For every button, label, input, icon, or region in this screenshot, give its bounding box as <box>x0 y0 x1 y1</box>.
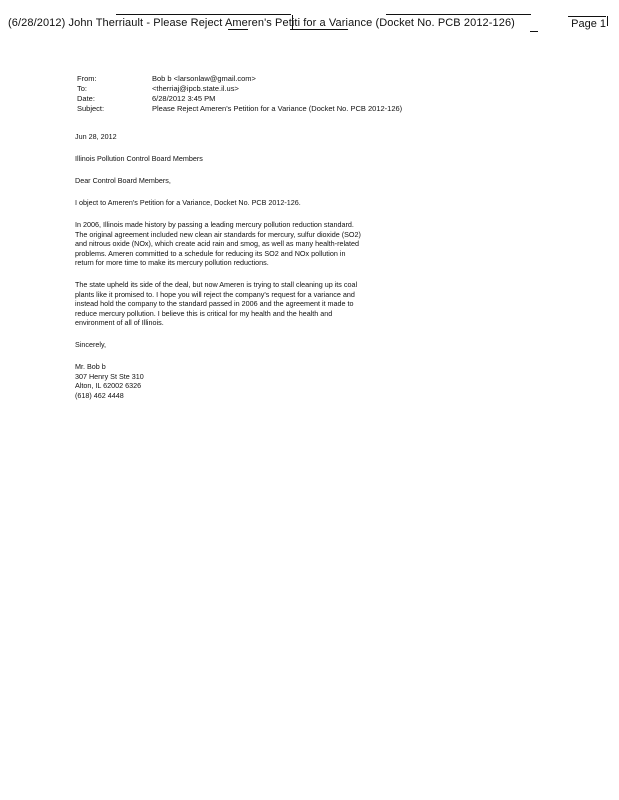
header-title: (6/28/2012) John Therriault - Please Reject Ameren's Petiti for a Variance (Docket No. PCB 2012-126) <box>8 17 515 29</box>
email-meta <box>77 74 402 114</box>
signature-name: Mr. Bob b <box>75 362 106 371</box>
letter-date: Jun 28, 2012 <box>75 132 117 141</box>
header-rule <box>386 14 531 15</box>
signature-block <box>75 362 365 400</box>
to-value: <therriaj@ipcb.state.il.us> <box>152 84 239 93</box>
header-tick <box>607 16 608 26</box>
signature-phone: (618) 462 4448 <box>75 390 124 400</box>
subject-value: Please Reject Ameren's Petition for a Variance (Docket No. PCB 2012-126) <box>152 104 403 113</box>
header-tick <box>292 15 293 29</box>
page-number: Page 1 <box>571 18 606 30</box>
subject-label: Subject: <box>77 104 105 113</box>
header-rule <box>568 16 606 17</box>
meta-subject-row <box>77 104 402 114</box>
letter-body <box>75 132 365 400</box>
date-label: Date: <box>77 94 95 103</box>
header-rule <box>228 29 248 30</box>
page-header <box>8 14 608 34</box>
header-rule <box>530 31 538 32</box>
header-rule <box>116 14 291 15</box>
letter-recipient: Illinois Pollution Control Board Members <box>75 154 203 163</box>
date-value: 6/28/2012 3:45 PM <box>152 94 216 103</box>
signature-street: 307 Henry St Ste 310 <box>75 371 144 381</box>
letter-paragraph-2: In 2006, Illinois made history by passing a leading mercury pollution reduction standard. The original agreement included new clean air standards for mercury, sulfur dioxide (SO2) and nitrous oxide (NOx), which create acid rain and smog, as well as many health-related problems. Ameren committed to a schedule for reducing its SO2 and NOx pollution in return for more time to make its mercury pollution reductions. <box>75 220 361 267</box>
meta-to-row <box>77 84 402 94</box>
letter-closing: Sincerely, <box>75 340 107 349</box>
letter-paragraph-3: The state upheld its side of the deal, but now Ameren is trying to stall cleaning up its coal plants like it promised to. I hope you will reject the company's request for a variance and instead hold the company to the standard passed in 2006 and the agreement it made to reduce mercury pollution. I believe this is critical for my health and the health and environment of all of Illinois. <box>75 280 358 327</box>
from-value: Bob b <larsonlaw@gmail.com> <box>152 74 256 83</box>
header-rule <box>290 29 348 30</box>
meta-from-row <box>77 74 402 84</box>
to-label: To: <box>77 84 88 93</box>
letter-salutation: Dear Control Board Members, <box>75 176 171 185</box>
from-label: From: <box>77 74 97 83</box>
signature-city: Alton, IL 62002 6326 <box>75 381 142 390</box>
letter-paragraph-1: I object to Ameren's Petition for a Variance, Docket No. PCB 2012-126. <box>75 198 301 207</box>
meta-date-row <box>77 94 402 104</box>
